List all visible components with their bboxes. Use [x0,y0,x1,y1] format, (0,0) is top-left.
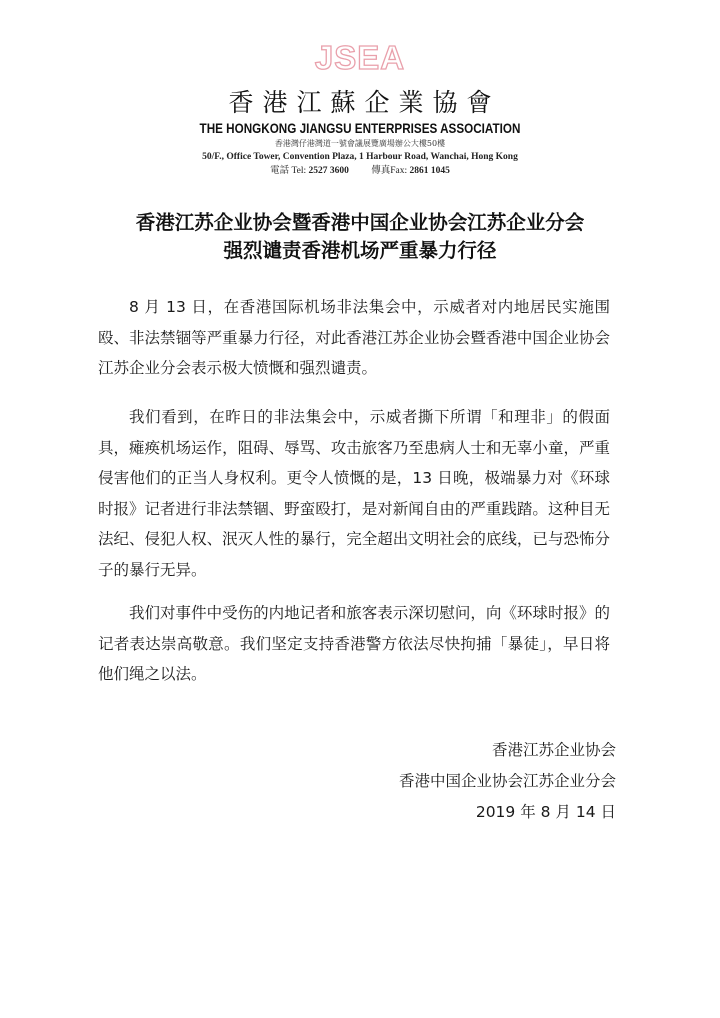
jsea-logo: JSEA [314,39,406,76]
title-line-1: 香港江苏企业协会暨香港中国企业协会江苏企业分会 [135,211,585,234]
paragraph-2: 我们看到，在昨日的非法集会中，示威者撕下所谓「和理非」的假面具，瘫痪机场运作，阻碍、辱骂、攻击旅客乃至患病人士和无辜小童，严重侵害他们的正当人身权利。更令人愤慨的是，13 日晚，极端暴力对《环球时报》记者进行非法禁锢、野蛮殴打，是对新闻自由的严重践踏。这种目无法纪、侵犯人权、泯灭人性的暴行，完全超出文明社会的底线，已与恐怖分子的暴行无异。 [98,408,610,579]
signature-date: 2019 年 8 月 14 日 [475,803,616,821]
contact-line [0,165,720,177]
org-name-english: THE HONGKONG JIANGSU ENTERPRISES ASSOCIATION [199,121,521,136]
fax-label: 傳真Fax: [371,166,408,176]
address-chinese: 香港灣仔港灣道一號會議展覽廣場辦公大樓50樓 [274,139,446,148]
tel-label: 電話 Tel: [270,166,307,176]
signature-org-1: 香港江苏企业协会 [491,741,616,759]
paragraph-3: 我们对事件中受伤的内地记者和旅客表示深切慰问，向《环球时报》的记者表达崇高敬意。我们坚定支持香港警方依法尽快拘捕「暴徒」，早日将他们绳之以法。 [98,604,610,683]
org-name-chinese: 香港江蘇企業協會 [228,88,501,117]
fax-number: 2861 1045 [409,166,450,176]
title-line-2: 强烈谴责香港机场严重暴力行径 [223,239,497,262]
address-english: 50/F., Office Tower, Convention Plaza, 1 Harbour Road, Wanchai, Hong Kong [202,152,518,162]
paragraph-1: 8 月 13 日，在香港国际机场非法集会中，示威者对内地居民实施围殴、非法禁锢等严重暴力行径，对此香港江苏企业协会暨香港中国企业协会江苏企业分会表示极大愤慨和强烈谴责。 [98,298,610,377]
fax-group [371,166,450,176]
tel-number: 2527 3600 [308,166,349,176]
statement-title [60,209,660,265]
tel-group [270,166,349,176]
signature-org-2: 香港中国企业协会江苏企业分会 [398,772,616,790]
